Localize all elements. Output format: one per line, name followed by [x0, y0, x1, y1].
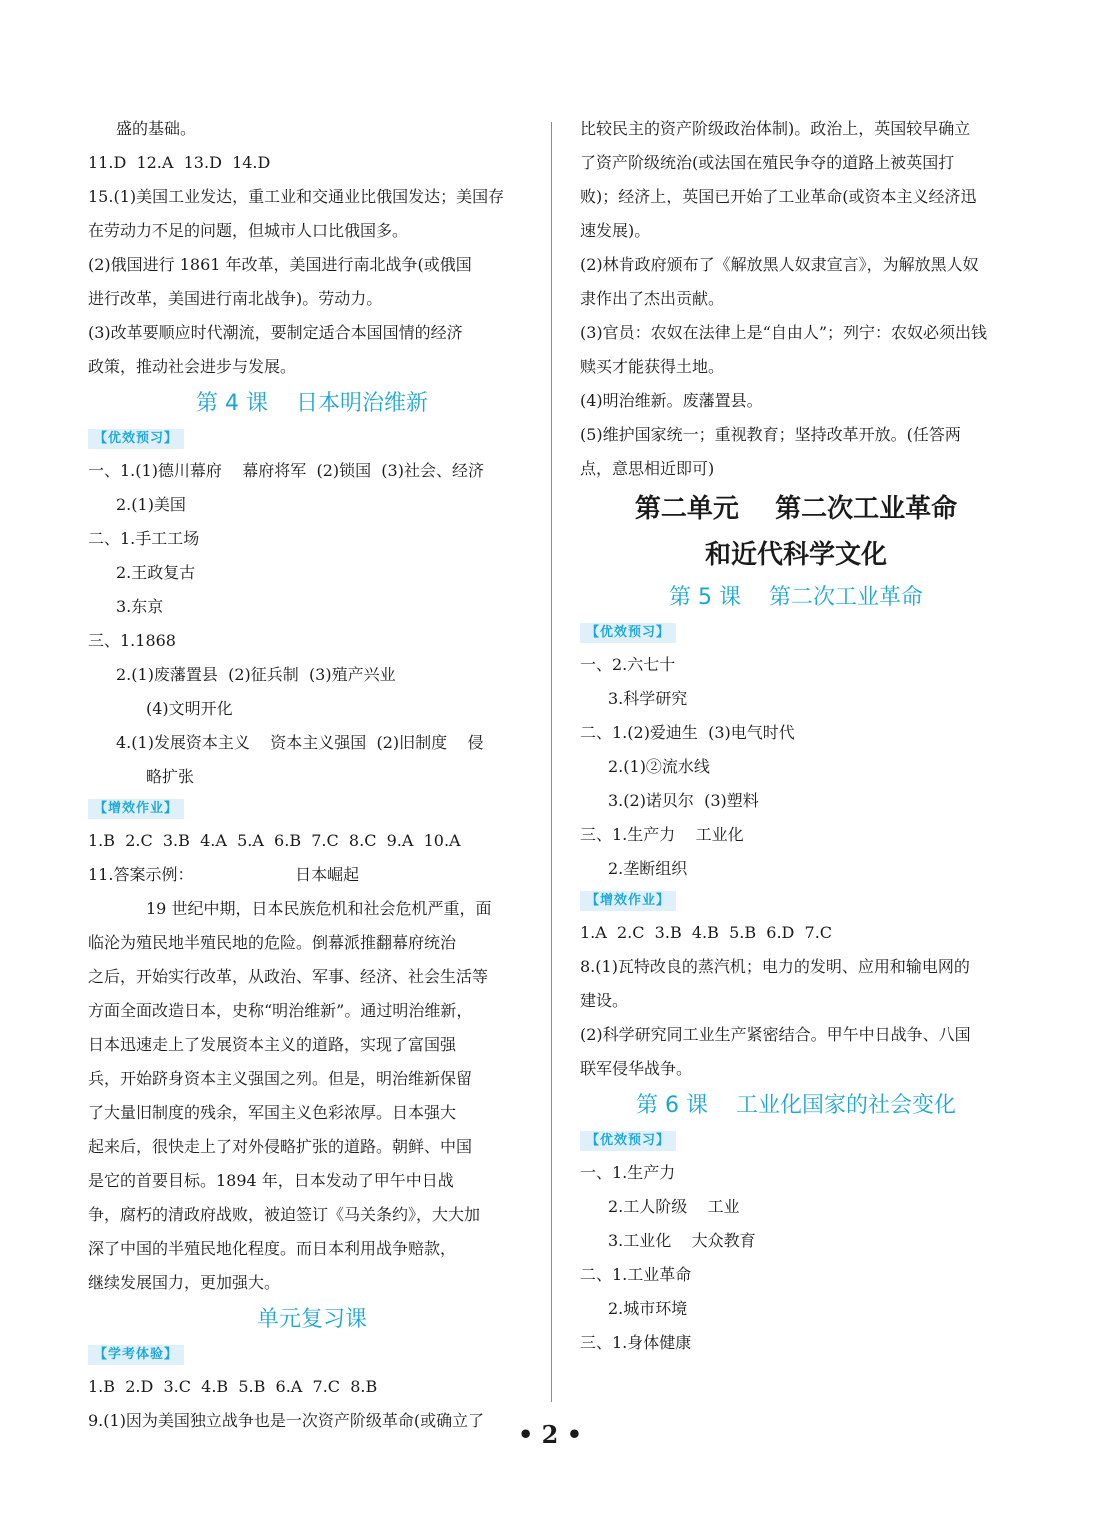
unit-title: 第二单元 第二次工业革命 [634, 494, 958, 524]
lesson-title: 第 5 课 第二次工业革命 [669, 585, 923, 610]
answer-line: 败)；经济上，英国已开始了工业革命(或资本主义经济迅 [580, 187, 977, 206]
answer-line: 2.城市环境 [608, 1299, 688, 1318]
answer-line: 2.(1)②流水线 [608, 757, 710, 776]
answer-line: 3.工业化 大众教育 [608, 1231, 756, 1250]
answer-line: 建设。 [580, 991, 629, 1010]
answer-line: 1.B 2.C 3.B 4.A 5.A 6.B 7.C 8.C 9.A 10.A [88, 831, 461, 850]
section-tag: 【 优效预习 】 [580, 1131, 676, 1151]
answer-line: 4.(1)发展资本主义 资本主义强国 (2)旧制度 侵 [116, 733, 484, 752]
answer-line: 8.(1)瓦特改良的蒸汽机；电力的发明、应用和输电网的 [580, 957, 970, 976]
answer-line: 方面全面改造日本，史称“明治维新”。通过明治维新， [88, 1001, 473, 1020]
answer-line: 争，腐朽的清政府战败，被迫签订《马关条约》，大大加 [88, 1205, 481, 1224]
answer-line: (3)官员：农奴在法律上是“自由人”；列宁：农奴必须出钱 [580, 323, 988, 342]
answer-line: (2)俄国进行 1861 年改革，美国进行南北战争(或俄国 [88, 255, 472, 274]
answer-line: 3.东京 [116, 597, 164, 616]
answer-line: (2)科学研究同工业生产紧密结合。甲午中日战争、八国 [580, 1025, 971, 1044]
answer-line: 是它的首要目标。1894 年，日本发动了甲午中日战 [88, 1171, 454, 1190]
section-tag: 【 优效预习 】 [88, 429, 184, 449]
answer-line: (5)维护国家统一；重视教育；坚持改革开放。(任答两 [580, 425, 961, 444]
answer-line: 临沦为殖民地半殖民地的危险。倒幕派推翻幕府统治 [88, 933, 457, 952]
lesson-title: 单元复习课 [256, 1307, 367, 1332]
answer-line: 11.答案示例： 日本崛起 [88, 865, 360, 884]
answer-line: 二、1.工业革命 [580, 1265, 692, 1284]
section-tag-row [580, 1126, 1012, 1156]
answer-line: 11.D 12.A 13.D 14.D [88, 153, 271, 172]
answer-line: 2.工人阶级 工业 [608, 1197, 740, 1216]
answer-line: 一、1.生产力 [580, 1163, 676, 1182]
answer-line: 二、1.手工工场 [88, 529, 200, 548]
answer-line: 2.王政复古 [116, 563, 196, 582]
answer-line: 三、1.身体健康 [580, 1333, 692, 1352]
answer-line: 2.(1)美国 [116, 495, 186, 514]
section-tag-row [88, 794, 536, 824]
answer-line: (2)林肯政府颁布了《解放黑人奴隶宣言》，为解放黑人奴 [580, 255, 979, 274]
section-tag: 【 增效作业 】 [88, 799, 184, 819]
answer-line: 之后，开始实行改革，从政治、军事、经济、社会生活等 [88, 967, 489, 986]
unit-title: 和近代科学文化 [704, 540, 887, 570]
section-tag-row [88, 424, 536, 454]
answer-line: 日本迅速走上了发展资本主义的道路，实现了富国强 [88, 1035, 457, 1054]
answer-line: 15.(1)美国工业发达，重工业和交通业比俄国发达；美国存 [88, 187, 505, 206]
answer-line: 联军侵华战争。 [580, 1059, 693, 1078]
section-tag-row [580, 618, 1012, 648]
page-number: • 2 • [517, 1420, 583, 1449]
answer-line: 三、1.1868 [88, 631, 176, 650]
right-column [580, 112, 1012, 1360]
answer-line: 2.垄断组织 [608, 859, 688, 878]
lesson-title: 第 6 课 工业化国家的社会变化 [636, 1093, 956, 1118]
answer-line: 二、1.(2)爱迪生 (3)电气时代 [580, 723, 795, 742]
answer-line: 速发展)。 [580, 221, 651, 240]
answer-line: 比较民主的资产阶级政治体制)。政治上，英国较早确立 [580, 119, 971, 138]
answer-line: 继续发展国力，更加强大。 [88, 1273, 281, 1292]
answer-line: 9.(1)因为美国独立战争也是一次资产阶级革命(或确立了 [88, 1411, 485, 1430]
answer-line: 进行改革，美国进行南北战争)。劳动力。 [88, 289, 383, 308]
lesson-title: 第 4 课 日本明治维新 [196, 391, 428, 416]
answer-line: 一、2.六七十 [580, 655, 676, 674]
section-tag-row [88, 1340, 536, 1370]
answer-line: 隶作出了杰出贡献。 [580, 289, 725, 308]
answer-line: 政策，推动社会进步与发展。 [88, 357, 297, 376]
answer-line: 一、1.(1)德川幕府 幕府将军 (2)锁国 (3)社会、经济 [88, 461, 484, 480]
left-column [88, 112, 536, 1438]
answer-line: 点，意思相近即可) [580, 459, 715, 478]
watermark-logo [908, 1410, 1088, 1530]
answer-line: (4)文明开化 [146, 699, 233, 718]
answer-line: 2.(1)废藩置县 (2)征兵制 (3)殖产兴业 [116, 665, 396, 684]
section-tag-row [580, 886, 1012, 916]
answer-line: 赎买才能获得土地。 [580, 357, 725, 376]
section-tag: 【 优效预习 】 [580, 623, 676, 643]
answer-line: 19 世纪中期，日本民族危机和社会危机严重，面 [146, 899, 492, 918]
answer-line: 三、1.生产力 工业化 [580, 825, 744, 844]
column-divider [551, 122, 552, 1402]
answer-line: 了资产阶级统治(或法国在殖民争夺的道路上被英国打 [580, 153, 955, 172]
answer-line: 兵，开始跻身资本主义强国之列。但是，明治维新保留 [88, 1069, 473, 1088]
answer-line: 1.A 2.C 3.B 4.B 5.B 6.D 7.C [580, 923, 833, 942]
answer-line: 3.科学研究 [608, 689, 688, 708]
answer-line: 盛的基础。 [116, 119, 197, 138]
answer-line: (3)改革要顺应时代潮流，要制定适合本国国情的经济 [88, 323, 463, 342]
answer-line: 了大量旧制度的残余，军国主义色彩浓厚。日本强大 [88, 1103, 457, 1122]
answer-line: 深了中国的半殖民地化程度。而日本利用战争赔款， [88, 1239, 457, 1258]
answer-line: 3.(2)诺贝尔 (3)塑料 [608, 791, 759, 810]
answer-line: 起来后，很快走上了对外侵略扩张的道路。朝鲜、中国 [88, 1137, 473, 1156]
answer-line: 在劳动力不足的问题，但城市人口比俄国多。 [88, 221, 409, 240]
answer-line: 1.B 2.D 3.C 4.B 5.B 6.A 7.C 8.B [88, 1377, 378, 1396]
section-tag: 【 学考体验 】 [88, 1345, 184, 1365]
answer-line: (4)明治维新。废藩置县。 [580, 391, 763, 410]
answer-line: 略扩张 [146, 767, 195, 786]
section-tag: 【 增效作业 】 [580, 891, 676, 911]
